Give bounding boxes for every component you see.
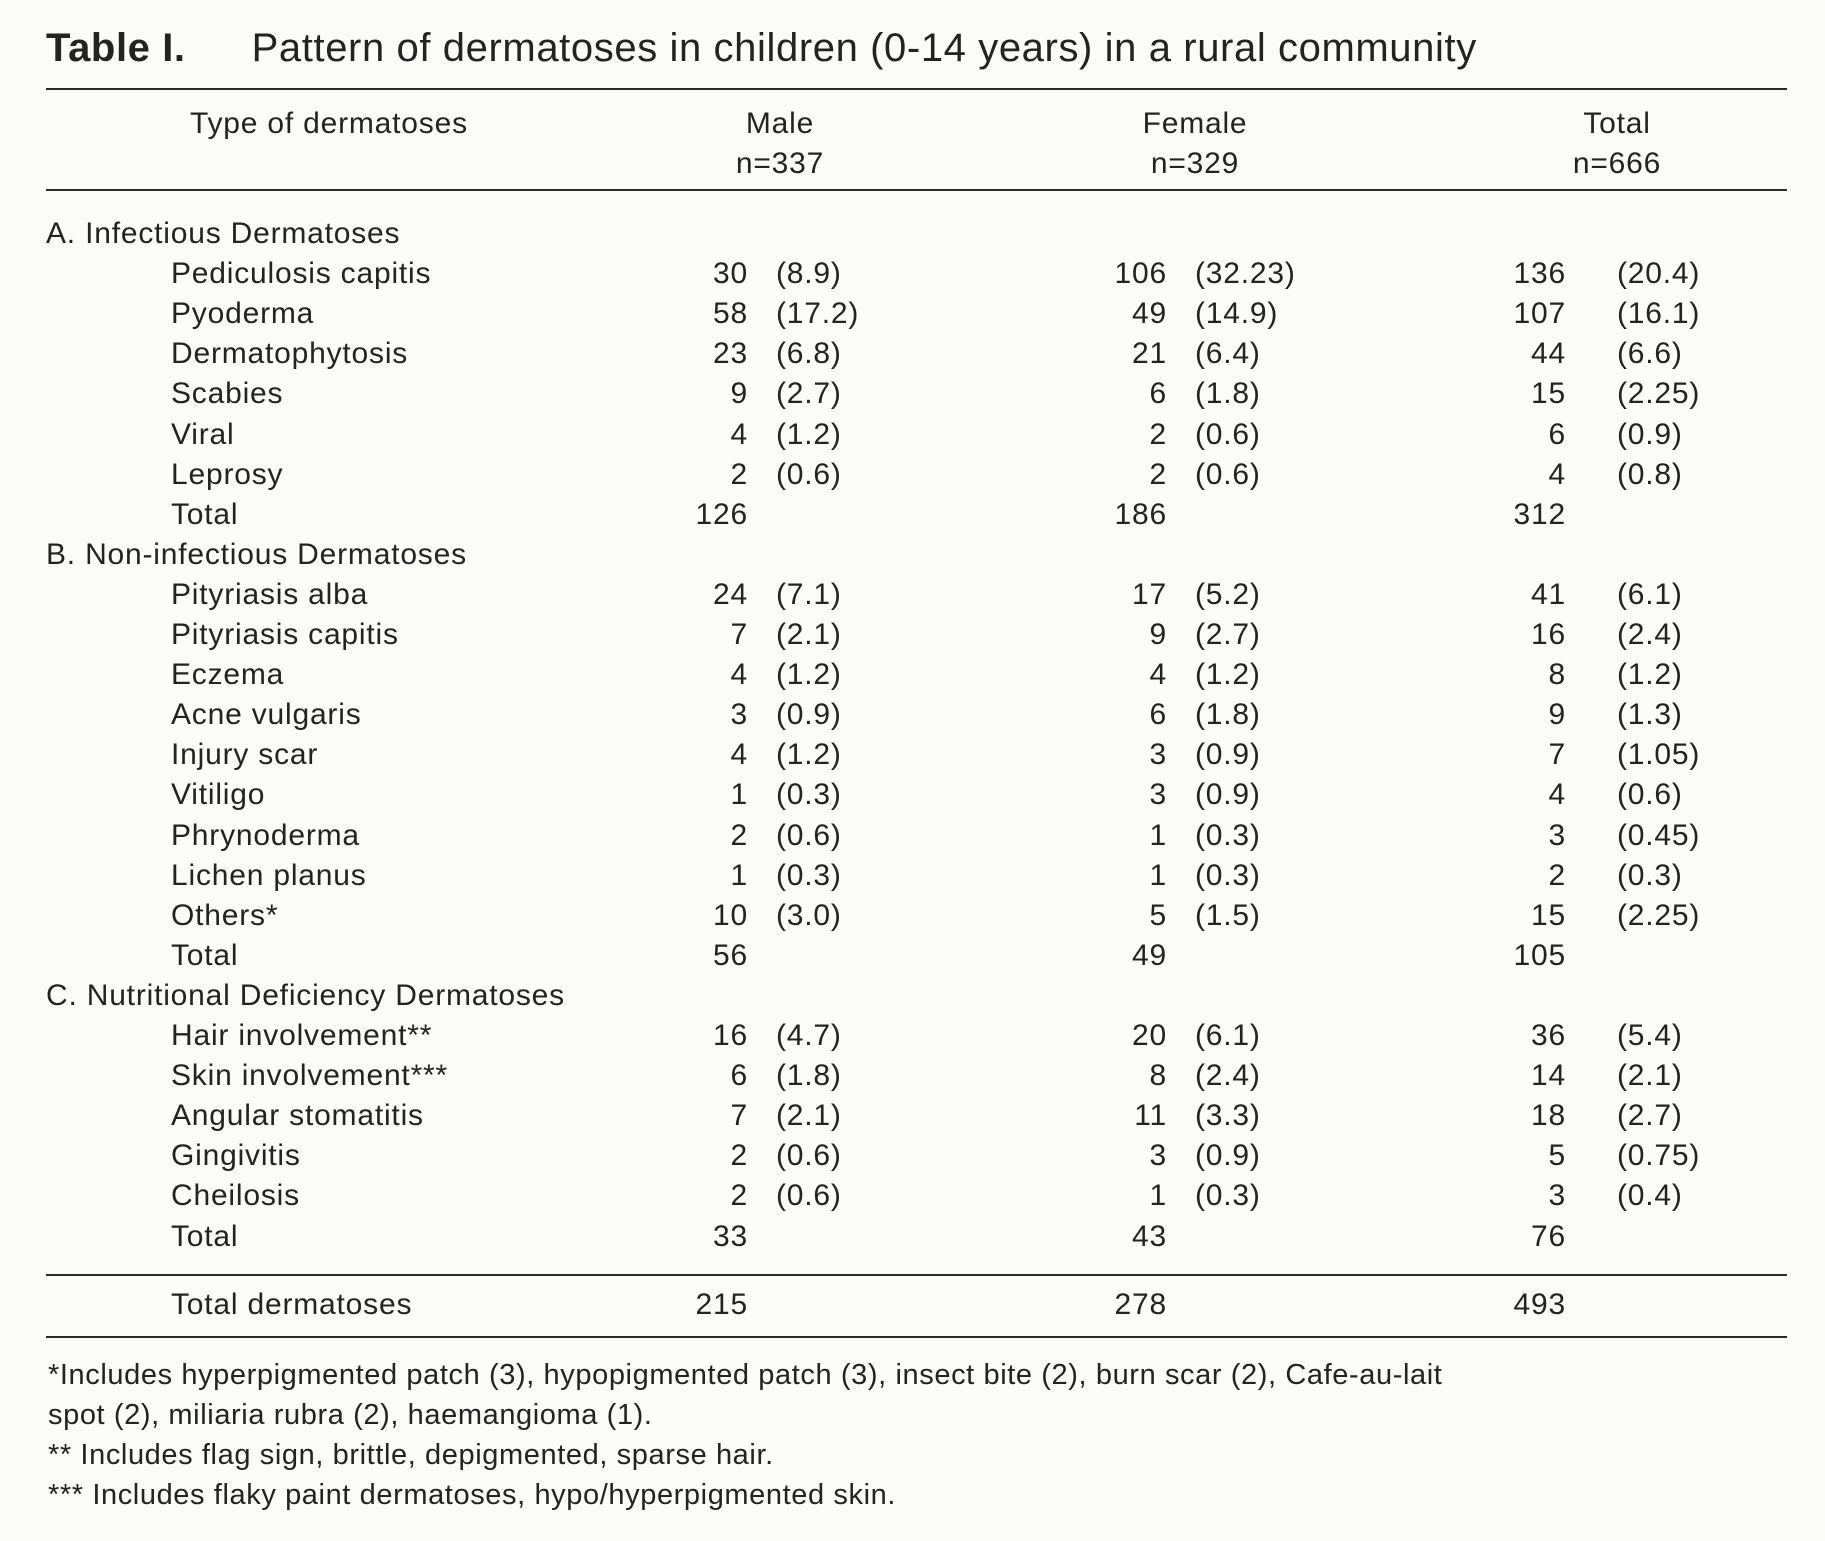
total-percent: (2.25) (1617, 377, 1701, 410)
female-count: 11 (1134, 1099, 1167, 1132)
female-percent: (0.6) (1195, 418, 1261, 451)
female-count: 1 (1149, 819, 1167, 852)
row-name: Scabies (171, 377, 284, 410)
male-count: 1 (730, 859, 748, 892)
row-name: Vitiligo (171, 778, 266, 811)
section-total-female: 186 (1114, 498, 1167, 531)
total-count: 15 (1531, 899, 1566, 932)
male-count: 4 (730, 738, 748, 771)
male-count: 9 (730, 377, 748, 410)
total-percent: (2.25) (1617, 899, 1701, 932)
female-count: 49 (1132, 297, 1167, 330)
row-name: Pityriasis capitis (171, 618, 399, 651)
male-percent: (6.8) (776, 337, 842, 370)
total-count: 6 (1548, 418, 1566, 451)
male-percent: (0.6) (776, 1179, 842, 1212)
total-percent: (1.3) (1617, 698, 1683, 731)
total-count: 14 (1531, 1059, 1566, 1092)
total-percent: (6.6) (1617, 337, 1683, 370)
male-count: 4 (730, 418, 748, 451)
section-total-label: Total (171, 939, 239, 972)
female-count: 4 (1149, 658, 1167, 691)
male-percent: (0.6) (776, 458, 842, 491)
grand-total-male: 215 (695, 1288, 748, 1321)
table-caption: Pattern of dermatoses in children (0-14 years) in a rural community (251, 26, 1477, 70)
total-count: 3 (1548, 819, 1566, 852)
total-count: 41 (1531, 578, 1566, 611)
total-count: 2 (1548, 859, 1566, 892)
row-name: Leprosy (171, 458, 284, 491)
section-total-male: 126 (695, 498, 748, 531)
female-percent: (3.3) (1195, 1099, 1261, 1132)
female-percent: (0.3) (1195, 859, 1261, 892)
total-percent: (1.2) (1617, 658, 1683, 691)
female-percent: (0.3) (1195, 1179, 1261, 1212)
total-percent: (0.8) (1617, 458, 1683, 491)
female-percent: (5.2) (1195, 578, 1261, 611)
section-total-total: 312 (1513, 498, 1566, 531)
table-title (46, 26, 1477, 71)
row-name: Skin involvement*** (171, 1059, 448, 1092)
row-name: Acne vulgaris (171, 698, 362, 731)
male-percent: (0.3) (776, 778, 842, 811)
male-percent: (3.0) (776, 899, 842, 932)
section-heading: A. Infectious Dermatoses (46, 217, 401, 250)
male-count: 2 (730, 819, 748, 852)
male-percent: (7.1) (776, 578, 842, 611)
male-count: 6 (730, 1059, 748, 1092)
section-heading: C. Nutritional Deficiency Dermatoses (46, 979, 565, 1012)
male-count: 7 (730, 1099, 748, 1132)
male-count: 7 (730, 618, 748, 651)
table-label: Table I. (46, 26, 186, 70)
total-count: 18 (1531, 1099, 1566, 1132)
male-count: 23 (713, 337, 748, 370)
footnote-1-cont: spot (2), miliaria rubra (2), haemangioma (1). (48, 1399, 653, 1431)
female-count: 1 (1149, 1179, 1167, 1212)
male-percent: (1.2) (776, 738, 842, 771)
male-count: 10 (713, 899, 748, 932)
female-percent: (1.8) (1195, 698, 1261, 731)
male-count: 58 (713, 297, 748, 330)
female-count: 106 (1114, 257, 1167, 290)
female-count: 6 (1149, 698, 1167, 731)
male-percent: (8.9) (776, 257, 842, 290)
header-total: Total (1583, 107, 1651, 140)
male-percent: (17.2) (776, 297, 860, 330)
female-percent: (0.9) (1195, 738, 1261, 771)
header-female: Female (1142, 107, 1248, 140)
total-count: 7 (1548, 738, 1566, 771)
row-name: Hair involvement** (171, 1019, 433, 1052)
grand-total-female: 278 (1114, 1288, 1167, 1321)
female-percent: (2.7) (1195, 618, 1261, 651)
male-percent: (1.8) (776, 1059, 842, 1092)
female-percent: (1.8) (1195, 377, 1261, 410)
footnote-3: *** Includes flaky paint dermatoses, hypo/hyperpigmented skin. (48, 1479, 897, 1511)
section-total-label: Total (171, 498, 239, 531)
total-percent: (0.3) (1617, 859, 1683, 892)
section-total-female: 49 (1132, 939, 1167, 972)
footnote-2: ** Includes flag sign, brittle, depigmented, sparse hair. (48, 1439, 774, 1471)
section-total-label: Total (171, 1220, 239, 1253)
female-count: 2 (1149, 458, 1167, 491)
row-name: Gingivitis (171, 1139, 301, 1172)
row-name: Phrynoderma (171, 819, 360, 852)
row-name: Eczema (171, 658, 285, 691)
row-name: Dermatophytosis (171, 337, 409, 370)
section-heading: B. Non-infectious Dermatoses (46, 538, 467, 571)
row-name: Pityriasis alba (171, 578, 369, 611)
grand-total-top-rule (46, 1274, 1787, 1276)
total-count: 9 (1548, 698, 1566, 731)
row-name: Lichen planus (171, 859, 367, 892)
total-count: 4 (1548, 778, 1566, 811)
female-count: 5 (1149, 899, 1167, 932)
female-count: 1 (1149, 859, 1167, 892)
header-total-n: n=666 (1572, 147, 1662, 180)
section-total-male: 56 (713, 939, 748, 972)
total-count: 136 (1513, 257, 1566, 290)
female-count: 3 (1149, 1139, 1167, 1172)
total-count: 15 (1531, 377, 1566, 410)
male-count: 30 (713, 257, 748, 290)
male-percent: (4.7) (776, 1019, 842, 1052)
row-name: Pyoderma (171, 297, 315, 330)
male-percent: (0.3) (776, 859, 842, 892)
male-count: 4 (730, 658, 748, 691)
total-count: 5 (1548, 1139, 1566, 1172)
male-percent: (2.1) (776, 618, 842, 651)
male-count: 16 (713, 1019, 748, 1052)
total-percent: (2.4) (1617, 618, 1683, 651)
female-count: 8 (1149, 1059, 1167, 1092)
header-rule (46, 189, 1787, 191)
section-total-male: 33 (713, 1220, 748, 1253)
grand-total-total: 493 (1513, 1288, 1566, 1321)
female-count: 3 (1149, 778, 1167, 811)
total-percent: (0.75) (1617, 1139, 1701, 1172)
female-count: 2 (1149, 418, 1167, 451)
total-percent: (1.05) (1617, 738, 1701, 771)
female-percent: (0.9) (1195, 778, 1261, 811)
female-count: 21 (1132, 337, 1167, 370)
header-female-n: n=329 (1150, 147, 1240, 180)
total-percent: (0.45) (1617, 819, 1701, 852)
total-percent: (0.9) (1617, 418, 1683, 451)
male-percent: (2.7) (776, 377, 842, 410)
total-percent: (5.4) (1617, 1019, 1683, 1052)
male-count: 24 (713, 578, 748, 611)
footnote-1: *Includes hyperpigmented patch (3), hypopigmented patch (3), insect bite (2), burn scar (2), Cafe-au-lait (48, 1359, 1443, 1391)
total-count: 16 (1531, 618, 1566, 651)
header-male-n: n=337 (735, 147, 825, 180)
male-percent: (0.9) (776, 698, 842, 731)
male-count: 2 (730, 1139, 748, 1172)
female-percent: (2.4) (1195, 1059, 1261, 1092)
male-percent: (1.2) (776, 658, 842, 691)
total-count: 4 (1548, 458, 1566, 491)
grand-total-label: Total dermatoses (171, 1288, 413, 1321)
female-percent: (0.3) (1195, 819, 1261, 852)
female-percent: (0.9) (1195, 1139, 1261, 1172)
female-percent: (6.1) (1195, 1019, 1261, 1052)
male-count: 1 (730, 778, 748, 811)
total-percent: (20.4) (1617, 257, 1701, 290)
row-name: Cheilosis (171, 1179, 300, 1212)
male-count: 2 (730, 1179, 748, 1212)
female-percent: (32.23) (1195, 257, 1296, 290)
row-name: Viral (171, 418, 235, 451)
male-percent: (0.6) (776, 819, 842, 852)
total-percent: (0.6) (1617, 778, 1683, 811)
row-name: Injury scar (171, 738, 319, 771)
total-percent: (2.1) (1617, 1059, 1683, 1092)
total-count: 3 (1548, 1179, 1566, 1212)
header-male: Male (745, 107, 815, 140)
total-count: 44 (1531, 337, 1566, 370)
female-percent: (1.5) (1195, 899, 1261, 932)
total-percent: (2.7) (1617, 1099, 1683, 1132)
female-percent: (6.4) (1195, 337, 1261, 370)
top-rule (46, 88, 1787, 90)
section-total-total: 105 (1513, 939, 1566, 972)
section-total-female: 43 (1132, 1220, 1167, 1253)
female-percent: (0.6) (1195, 458, 1261, 491)
total-percent: (6.1) (1617, 578, 1683, 611)
male-percent: (0.6) (776, 1139, 842, 1172)
male-count: 2 (730, 458, 748, 491)
female-count: 3 (1149, 738, 1167, 771)
female-count: 9 (1149, 618, 1167, 651)
female-percent: (1.2) (1195, 658, 1261, 691)
row-name: Angular stomatitis (171, 1099, 424, 1132)
male-count: 3 (730, 698, 748, 731)
total-percent: (16.1) (1617, 297, 1701, 330)
total-percent: (0.4) (1617, 1179, 1683, 1212)
row-name: Others* (171, 899, 279, 932)
female-percent: (14.9) (1195, 297, 1279, 330)
row-name: Pediculosis capitis (171, 257, 432, 290)
female-count: 17 (1132, 578, 1167, 611)
bottom-rule (46, 1336, 1787, 1338)
section-total-total: 76 (1531, 1220, 1566, 1253)
total-count: 107 (1513, 297, 1566, 330)
total-count: 8 (1548, 658, 1566, 691)
female-count: 20 (1132, 1019, 1167, 1052)
header-type: Type of dermatoses (190, 107, 468, 140)
male-percent: (1.2) (776, 418, 842, 451)
total-count: 36 (1531, 1019, 1566, 1052)
female-count: 6 (1149, 377, 1167, 410)
male-percent: (2.1) (776, 1099, 842, 1132)
